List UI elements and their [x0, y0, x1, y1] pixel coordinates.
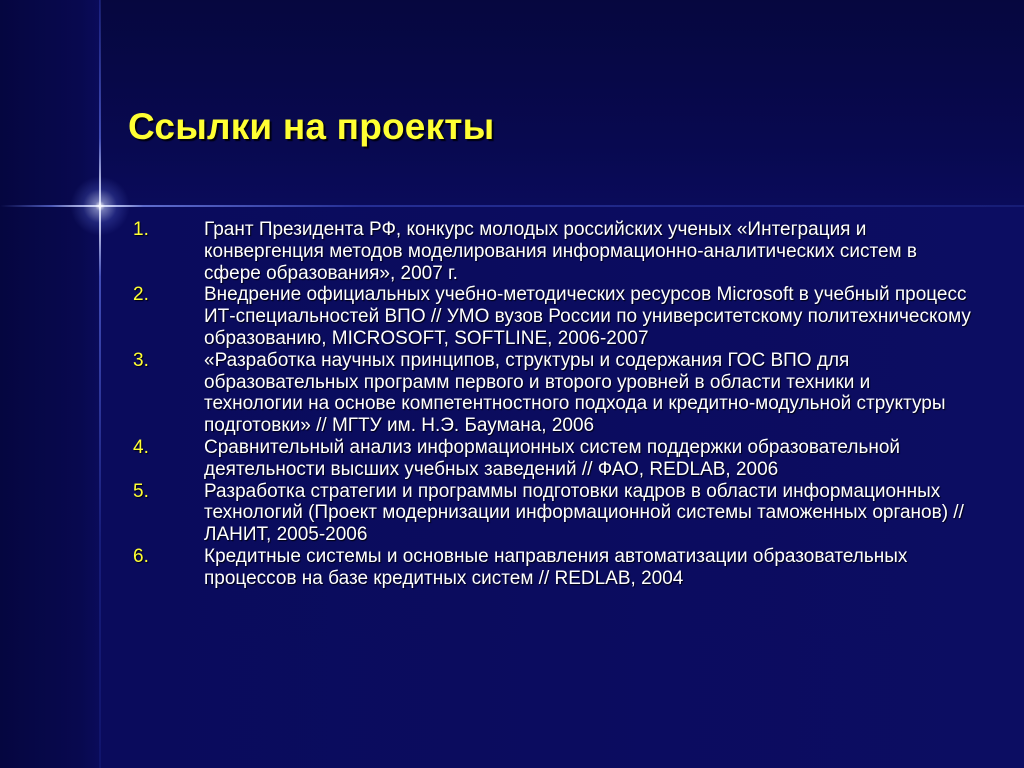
left-band	[0, 0, 100, 768]
list-item	[133, 546, 973, 590]
list-item-number: 5.	[133, 480, 149, 502]
list-item-text: Внедрение официальных учебно-методических ресурсов Microsoft в учебный процесс ИТ-специальностей ВПО // УМО вузов России по университетскому политехническому образованию, MICROSOFT, SOFTLINE, 2006-2007	[204, 284, 971, 349]
list-item-number: 1.	[133, 219, 149, 240]
list-item-text: Грант Президента РФ, конкурс молодых российских ученых «Интеграция и конвергенция методов моделирования информационно-аналитических систем в сфере образования», 2007 г.	[204, 219, 917, 284]
list-item-number: 4.	[133, 436, 149, 458]
list-item-text: «Разработка научных принципов, структуры и содержания ГОС ВПО для образовательных программ первого и второго уровней в области техники и технологии на основе компетентностного подхода и кредитно-модульной структуры подготовки» // МГТУ им. Н.Э. Баумана, 2006	[204, 349, 946, 437]
light-flare-icon	[70, 176, 130, 236]
list-item-text: Сравнительный анализ информационных систем поддержки образовательной деятельности высших учебных заведений // ФАО, REDLAB, 2006	[204, 436, 901, 480]
horizontal-light-line	[0, 205, 1024, 207]
slide-title: Ссылки на проекты	[128, 106, 495, 147]
list-item	[133, 437, 973, 481]
project-list	[133, 219, 973, 590]
list-item	[133, 219, 973, 284]
list-item-number: 6.	[133, 545, 149, 567]
list-item-number: 2.	[133, 284, 149, 306]
list-item-number: 3.	[133, 349, 149, 371]
list-item	[133, 284, 973, 349]
top-band	[100, 0, 1024, 207]
list-item-text: Кредитные системы и основные направления автоматизации образовательных процессов на базе кредитных систем // REDLAB, 2004	[204, 545, 908, 589]
list-item	[133, 481, 973, 546]
list-item	[133, 350, 973, 437]
vertical-light-line	[99, 0, 101, 768]
list-item-text: Разработка стратегии и программы подготовки кадров в области информационных технологий (Проект модернизации информационной системы таможенных органов) // ЛАНИТ, 2005-2006	[204, 480, 964, 546]
